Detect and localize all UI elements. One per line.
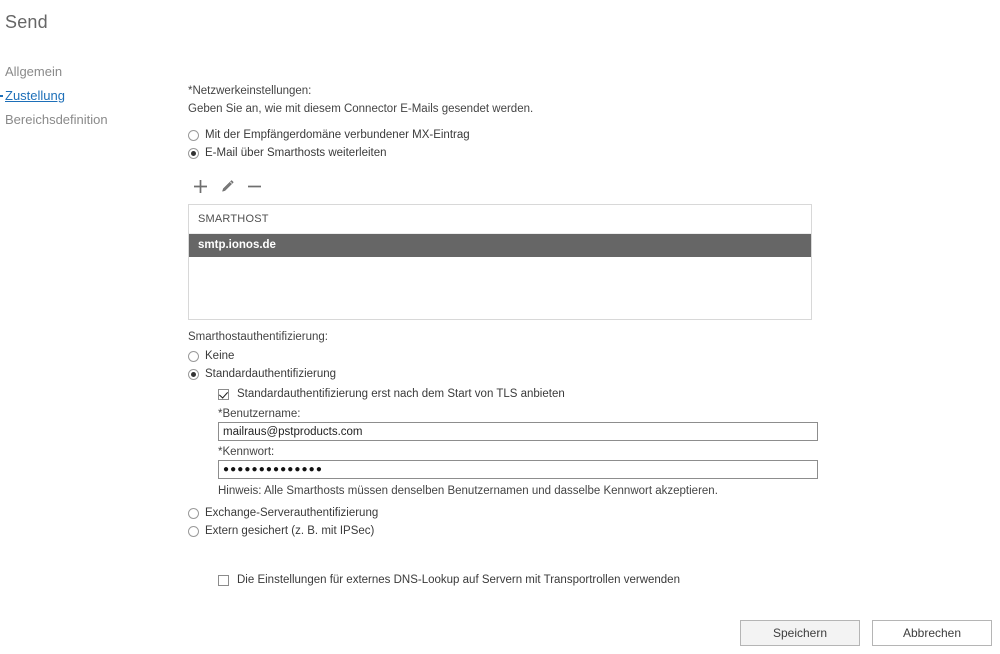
footer-actions [0, 620, 1000, 646]
radio-icon [188, 508, 199, 519]
radio-auth-none[interactable] [188, 348, 828, 365]
network-settings-label: *Netzwerkeinstellungen: [188, 85, 312, 97]
username-field[interactable] [218, 422, 818, 441]
sidebar-item-allgemein[interactable] [0, 60, 175, 84]
selected-marker-icon [0, 95, 3, 97]
radio-icon-selected [188, 148, 199, 159]
list-item-label: smtp.ionos.de [198, 239, 276, 251]
radio-label: Keine [205, 350, 235, 362]
smarthost-toolbar [190, 176, 828, 196]
radio-icon [188, 130, 199, 141]
list-column-header-smarthost: SMARTHOST [189, 205, 811, 234]
radio-auth-externally-secured[interactable] [188, 523, 828, 540]
checkbox-label: Die Einstellungen für externes DNS-Lookup auf Servern mit Transportrollen verwenden [237, 574, 680, 586]
smarthost-listbox[interactable] [188, 204, 812, 320]
remove-icon[interactable] [244, 176, 264, 196]
credentials-hint: Hinweis: Alle Smarthosts müssen denselben Benutzernamen und dasselbe Kennwort akzeptieren. [218, 485, 718, 497]
username-label: *Benutzername: [218, 408, 301, 420]
smarthost-auth-label: Smarthostauthentifizierung: [188, 331, 328, 343]
main-content [188, 0, 828, 589]
sidebar-item-label: Bereichsdefinition [5, 112, 108, 127]
checkbox-basic-auth-after-tls[interactable] [218, 386, 828, 403]
radio-label: E-Mail über Smarthosts weiterleiten [205, 147, 387, 159]
radio-auth-exchange-server[interactable] [188, 505, 828, 522]
checkbox-label: Standardauthentifizierung erst nach dem Start von TLS anbieten [237, 388, 565, 400]
checkbox-icon-checked [218, 389, 229, 400]
password-field[interactable]: ●●●●●●●●●●●●●● [218, 460, 818, 479]
checkbox-icon [218, 575, 229, 586]
list-body [189, 234, 811, 319]
radio-route-via-smarthosts[interactable] [188, 145, 828, 162]
radio-icon [188, 351, 199, 362]
sidebar-nav [0, 60, 175, 132]
sidebar-item-label: Allgemein [5, 64, 63, 79]
radio-label: Extern gesichert (z. B. mit IPSec) [205, 525, 375, 537]
radio-icon-selected [188, 369, 199, 380]
sidebar-item-zustellung[interactable] [0, 84, 175, 108]
sidebar-item-bereichsdefinition[interactable] [0, 108, 175, 132]
radio-label: Mit der Empfängerdomäne verbundener MX-Eintrag [205, 129, 470, 141]
add-icon[interactable] [190, 176, 210, 196]
radio-label: Exchange-Serverauthentifizierung [205, 507, 379, 519]
password-label: *Kennwort: [218, 446, 275, 458]
radio-mx-record[interactable] [188, 127, 828, 144]
radio-auth-basic[interactable] [188, 366, 828, 383]
checkbox-external-dns-lookup[interactable] [218, 572, 828, 589]
network-settings-description: Geben Sie an, wie mit diesem Connector E-Mails gesendet werden. [188, 103, 534, 115]
list-item[interactable] [189, 234, 811, 257]
edit-pencil-icon[interactable] [217, 176, 237, 196]
radio-icon [188, 526, 199, 537]
sidebar-item-label: Zustellung [5, 88, 65, 103]
radio-label: Standardauthentifizierung [205, 368, 337, 380]
page-title: Send [5, 12, 48, 32]
save-button[interactable]: Speichern [740, 620, 860, 646]
cancel-button[interactable]: Abbrechen [872, 620, 992, 646]
